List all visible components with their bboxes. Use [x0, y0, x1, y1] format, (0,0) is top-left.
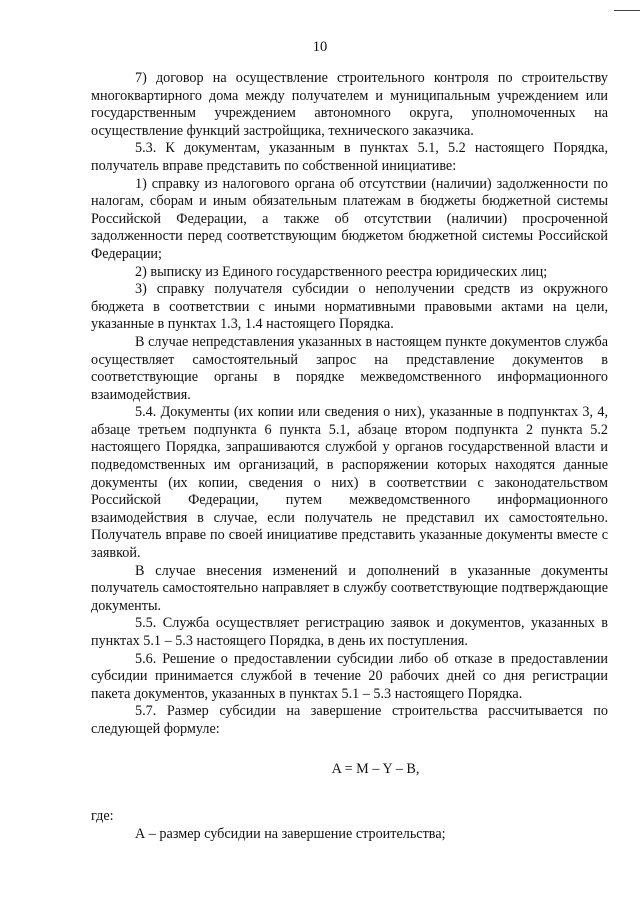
paragraph-5-4: 5.4. Документы (их копии или сведения о них), указанные в подпунктах 3, 4, абзаце третьем подпункта 6 пункта 5.1, абзаце втором подпункта 2 пункта 5.2 настоящего Порядка, запрашиваются службой у органов государственной власти и подведомственных им организаций, в распоряжении которых находятся данные документы (их копии, сведения о них) в соответствии с законодательством Российской Федерации, путем межведомственного информационного взаимодействия в случае, если получатель не представил их самостоятельно. Получатель вправе по своей инициативе представить указанные документы вместе с заявкой. — [91, 404, 608, 562]
paragraph-5-3-nonsubmission: В случае непредставления указанных в настоящем пункте документов служба осуществляет самостоятельный запрос на представление документов в соответствующие органы в порядке межведомственного информационного взаимодействия. — [91, 333, 608, 403]
document-body — [91, 70, 608, 843]
definition-a: А – размер субсидии на завершение строительства; — [135, 825, 446, 842]
paragraph-5-6: 5.6. Решение о предоставлении субсидии либо об отказе в предоставлении субсидии принимается службой в течение 20 рабочих дней со дня регистрации пакета документов, указанных в пунктах 5.1 – 5.3 настоящего Порядка. — [91, 650, 608, 702]
paragraph-5-3-item-3: 3) справку получателя субсидии о неполучении средств из окружного бюджета в соответствии с иными нормативными правовыми актами на цели, указанные в пунктах 1.3, 1.4 настоящего Порядка. — [91, 281, 608, 333]
paragraph-5-5: 5.5. Служба осуществляет регистрацию заявок и документов, указанных в пунктах 5.1 – 5.3 настоящего Порядка, в день их поступления. — [91, 615, 608, 649]
paragraph-contract-item-7: 7) договор на осуществление строительного контроля по строительству многоквартирного дома между получателем и муниципальным учреждением или государственным учреждением автономного округа, уполномоченных на осуществление функций застройщика, технического заказчика. — [91, 70, 608, 139]
paragraph-5-4-changes: В случае внесения изменений и дополнений в указанные документы получатель самостоятельно направляет в службу соответствующие подтверждающие документы. — [91, 562, 608, 614]
paragraph-5-3: 5.3. К документам, указанным в пунктах 5.1, 5.2 настоящего Порядка, получатель вправе представить по собственной инициативе: — [91, 140, 608, 174]
paragraph-5-3-item-1: 1) справку из налогового органа об отсутствии (наличии) задолженности по налогам, сборам и иным обязательным платежам в бюджеты бюджетной системы Российской Федерации, а также об отсутствии (наличии) просроченной задолженности перед соответствующим бюджетом бюджетной системы Российской Федерации; — [91, 175, 608, 262]
scan-edge-mark — [614, 10, 640, 11]
page-number: 10 — [312, 39, 328, 55]
paragraph-5-7: 5.7. Размер субсидии на завершение строительства рассчитывается по следующей формуле: — [91, 703, 608, 737]
paragraph-5-3-item-2: 2) выписку из Единого государственного реестра юридических лиц; — [135, 263, 548, 280]
subsidy-formula: A = M – Y – B, — [331, 760, 420, 777]
where-label: где: — [91, 808, 114, 825]
